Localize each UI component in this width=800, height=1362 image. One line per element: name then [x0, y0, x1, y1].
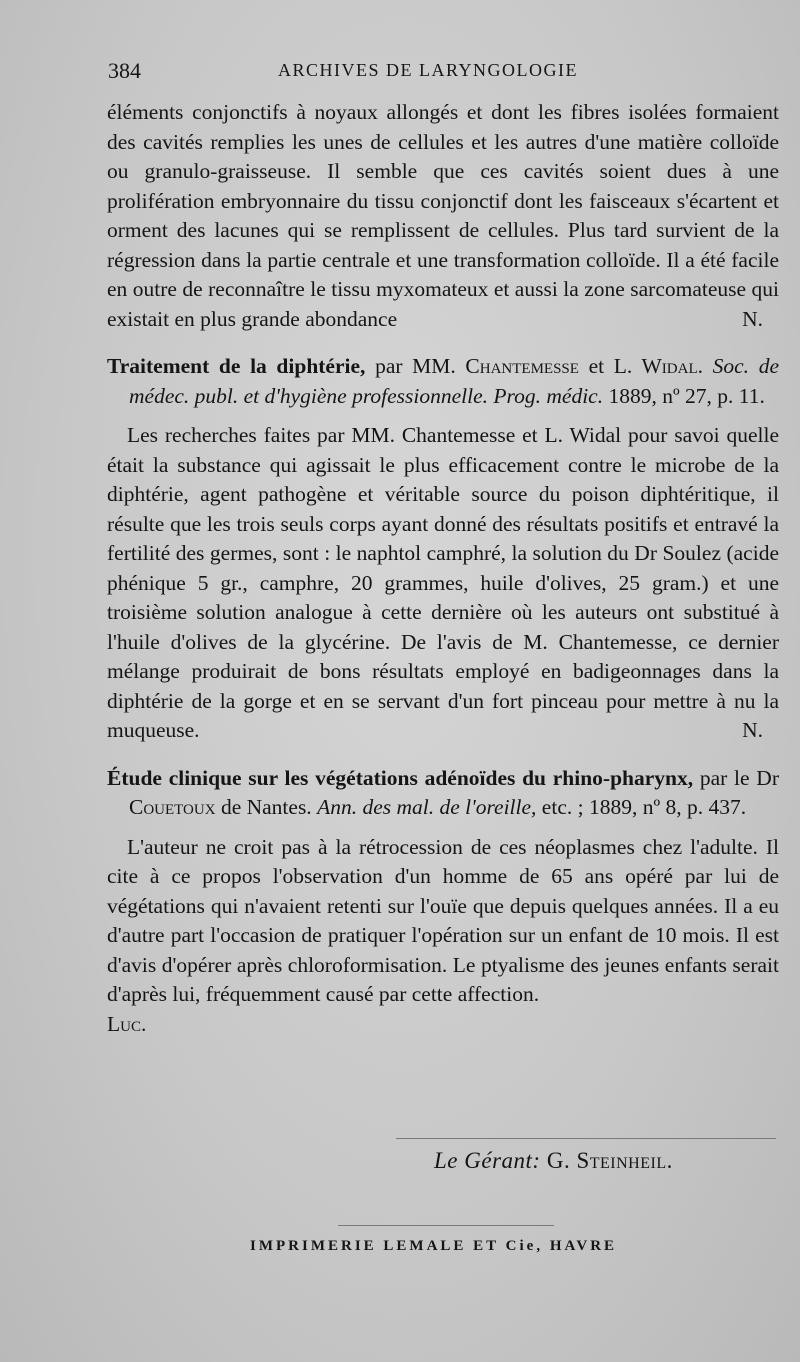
- article1-body: [107, 421, 779, 746]
- continuation-paragraph: [107, 98, 779, 334]
- manager-name: G. Steinheil.: [546, 1148, 673, 1173]
- article1-par: par MM.: [365, 354, 466, 378]
- article2-body: [107, 833, 779, 1010]
- article2-body-text: L'auteur ne croit pas à la rétrocession de ces néoplasmes chez l'adulte. Il cite à ce propos l'observation d'un homme de 65 ans opéré par lui de végétations qui n'avaient retenti sur l'ouïe que depuis quelques années. Il a eu d'autre part l'occasion de pratiquer l'opération sur un enfant de 10 mois. Il est d'avis d'opérer après chloroformisation. Le ptyalisme des jeunes enfants serait d'après lui, fréquemment causé par cette affection.: [107, 834, 779, 1006]
- divider-rule: [396, 1138, 776, 1139]
- article1-journal: Soc. de médec. publ. et d'hygiène professionnelle. Prog. médic.: [129, 354, 779, 408]
- article2-author: Couetoux: [129, 795, 216, 819]
- article2-title: Étude clinique sur les végétations adénoïdes du rhino-pharynx,: [107, 765, 694, 790]
- continuation-text: éléments conjonctifs à noyaux allongés et dont les fibres isolées formaient des cavités remplies les unes de cellules et les autres d'une matière colloïde ou granulo-graisseuse. Il semble que ces cavités soient dues à une prolifération embryonnaire du tissu conjonctif dont les faisceaux s'écartent et orment des lacunes qui se remplissent de cellules. Plus tard survient de la régression dans la partie centrale et une transformation colloïde. Il a été facile en outre de reconnaître le tissu myxomateux et aussi la zone sarcomateuse qui existait en plus grande abondance: [107, 100, 779, 331]
- manager-label: Le Gérant:: [434, 1148, 541, 1173]
- printer-imprint: IMPRIMERIE LEMALE ET Cie, HAVRE: [250, 1238, 618, 1254]
- article1-author2: L. Widal: [613, 354, 698, 378]
- article1-heading: [107, 352, 779, 411]
- imprint-rule: [338, 1225, 554, 1226]
- running-head: [108, 58, 748, 92]
- article2-heading: [107, 764, 779, 823]
- article2-signature: Luc.: [107, 1011, 147, 1036]
- article2-place: de Nantes.: [215, 795, 318, 819]
- article1-signature: N.: [742, 718, 763, 742]
- journal-title: ARCHIVES DE LARYNGOLOGIE: [278, 60, 578, 80]
- article1-title: Traitement de la diphtérie,: [107, 354, 366, 378]
- article2-par: par le Dr: [693, 765, 779, 790]
- article2-journal: Ann. des mal. de l'oreille,: [317, 795, 537, 819]
- article1-and: et: [578, 354, 614, 378]
- article1-body-text: Les recherches faites par MM. Chantemesse et L. Widal pour savoi quelle était la substance qui agissait le plus efficacement contre le microbe de la diphtérie, agent pathogène et véritable source du poison diphtéritique, il résulte que les trois seuls corps ayant donné des résultats positifs et entravé la fertilité des germes, sont : le naphtol camphré, la solution du Dr Soulez (acide phénique 5 gr., camphre, 20 grammes, huile d'olives, 25 gram.) et une troisième solution analogue à cette dernière où les auteurs ont substitué à l'huile d'olives de la glycérine. De l'avis de M. Chantemesse, ce dernier mélange produirait de bons résultats employé en badigeonnages dans la diphtérie de la gorge et en se servant d'un fort pinceau pour mettre à nu la muqueuse.: [107, 423, 779, 742]
- page-body: [107, 98, 779, 1039]
- continuation-signature: N.: [742, 306, 763, 331]
- article2-citation: etc. ; 1889, nº 8, p. 437.: [536, 795, 747, 819]
- article1-author1: Chantemesse: [465, 354, 579, 378]
- article1-citation: 1889, nº 27, p. 11.: [603, 383, 765, 408]
- article1-dot: .: [697, 354, 713, 378]
- manager-line: [434, 1148, 754, 1174]
- page-number: 384: [108, 58, 141, 83]
